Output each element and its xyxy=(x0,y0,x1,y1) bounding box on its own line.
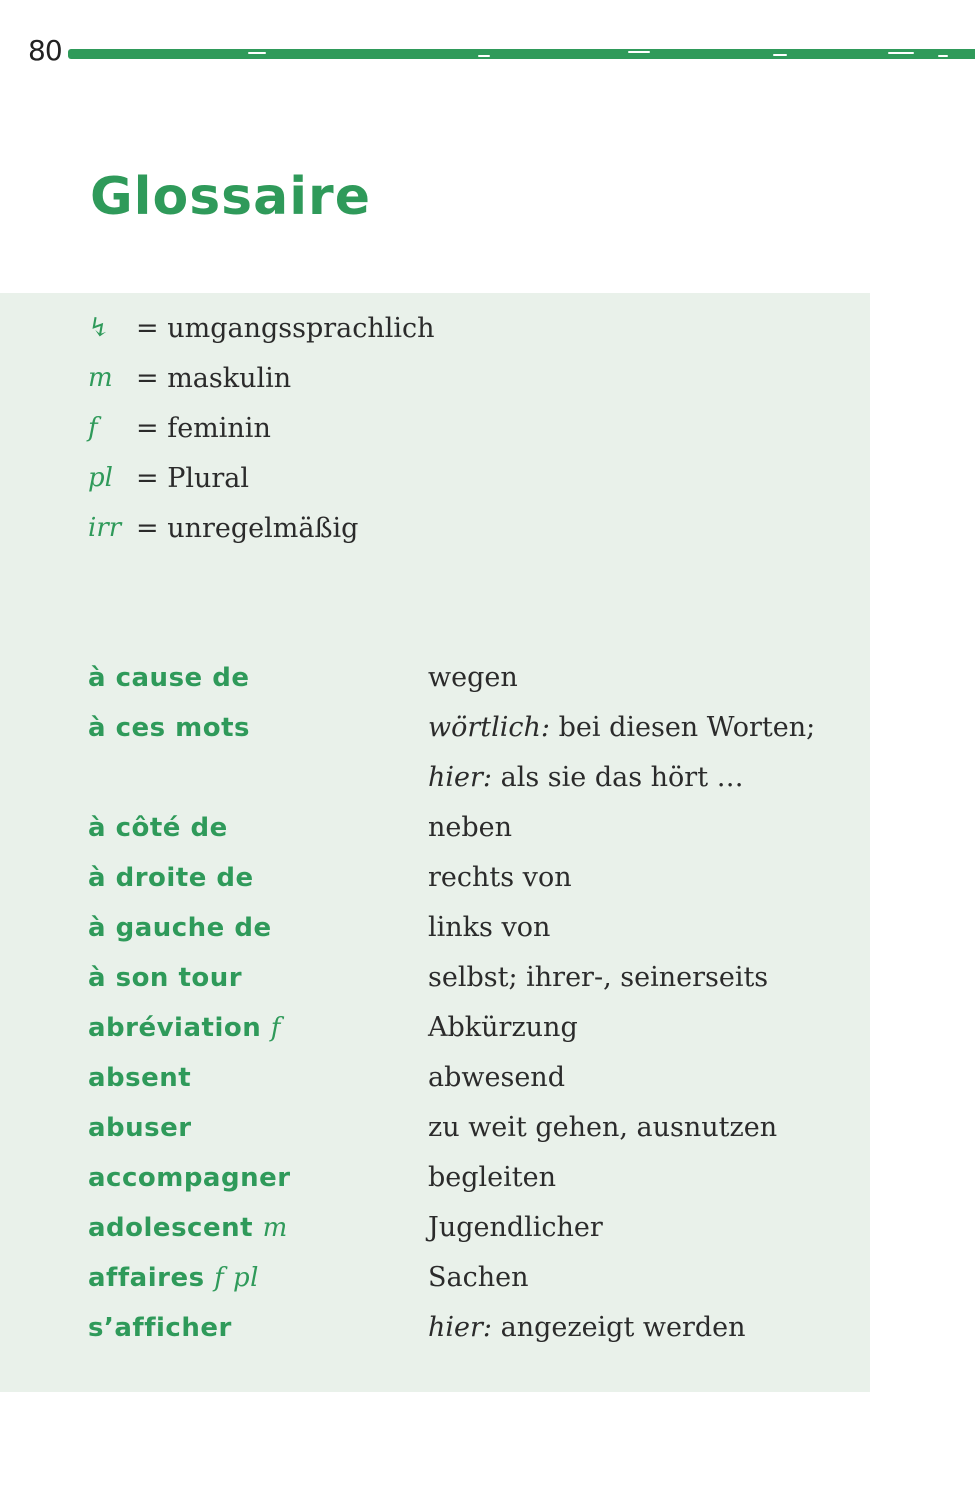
page-title: Glossaire xyxy=(90,167,371,227)
glossary-entry xyxy=(88,703,848,803)
glossary-translation xyxy=(428,1003,848,1053)
term-word: affaires xyxy=(88,1263,205,1293)
glossary-entry xyxy=(88,653,848,703)
glossary-term xyxy=(88,1103,428,1153)
glossary-translation xyxy=(428,803,848,853)
legend-meaning: = feminin xyxy=(136,412,271,444)
glossary-list xyxy=(88,653,848,1353)
translation-line xyxy=(428,653,848,703)
legend-row xyxy=(88,503,435,553)
translation-text: wegen xyxy=(428,662,518,693)
translation-text: zu weit gehen, ausnutzen xyxy=(428,1112,778,1143)
legend-abbreviation: f xyxy=(88,413,98,443)
glossary-entry xyxy=(88,1303,848,1353)
translation-line xyxy=(428,1103,848,1153)
translation-line xyxy=(428,1003,848,1053)
glossary-term xyxy=(88,1003,428,1053)
term-word: à cause de xyxy=(88,663,250,693)
translation-line xyxy=(428,1053,848,1103)
glossary-term xyxy=(88,1203,428,1253)
term-word: à droite de xyxy=(88,863,254,893)
glossary-translation xyxy=(428,903,848,953)
legend-meaning: = umgangssprachlich xyxy=(136,312,435,344)
translation-line xyxy=(428,1253,848,1303)
legend-abbreviation: irr xyxy=(88,513,122,543)
glossary-term xyxy=(88,653,428,703)
glossary-translation xyxy=(428,1153,848,1203)
glossary-translation xyxy=(428,1203,848,1253)
term-gender: m xyxy=(262,1213,288,1243)
translation-text: Abkürzung xyxy=(428,1012,578,1043)
legend-abbreviation: pl xyxy=(88,463,113,493)
term-word: accompagner xyxy=(88,1163,291,1193)
translation-text: als sie das hört … xyxy=(492,762,744,793)
translation-line xyxy=(428,903,848,953)
glossary-term xyxy=(88,853,428,903)
glossary-entry xyxy=(88,1053,848,1103)
translation-line xyxy=(428,753,848,803)
glossary-term xyxy=(88,1153,428,1203)
legend-meaning: = Plural xyxy=(136,462,250,494)
translation-line xyxy=(428,703,848,753)
translation-text: abwesend xyxy=(428,1062,565,1093)
glossary-term xyxy=(88,1053,428,1103)
glossary-term xyxy=(88,903,428,953)
legend-row xyxy=(88,353,435,403)
term-word: adolescent xyxy=(88,1213,254,1243)
legend-row xyxy=(88,303,435,353)
glossary-term xyxy=(88,1303,428,1353)
glossary-translation xyxy=(428,1053,848,1103)
translation-text: begleiten xyxy=(428,1162,557,1193)
glossary-entry xyxy=(88,1203,848,1253)
translation-line xyxy=(428,803,848,853)
glossary-translation xyxy=(428,703,848,803)
term-gender: f pl xyxy=(214,1263,259,1293)
term-word: à gauche de xyxy=(88,913,272,943)
translation-line xyxy=(428,953,848,1003)
term-word: à son tour xyxy=(88,963,243,993)
glossary-entry xyxy=(88,1153,848,1203)
glossary-translation xyxy=(428,1103,848,1153)
translation-text: Jugendlicher xyxy=(428,1212,603,1243)
term-word: à ces mots xyxy=(88,713,251,743)
translation-prefix: wörtlich: xyxy=(428,712,551,743)
term-gender: f xyxy=(270,1013,281,1043)
translation-text: links von xyxy=(428,912,551,943)
legend-row xyxy=(88,453,435,503)
translation-text: selbst; ihrer-, seinerseits xyxy=(428,962,769,993)
translation-line xyxy=(428,1303,848,1353)
abbreviation-legend xyxy=(88,303,435,553)
glossary-entry xyxy=(88,803,848,853)
legend-meaning: = unregelmäßig xyxy=(136,512,359,544)
glossary-entry xyxy=(88,1003,848,1053)
translation-text: angezeigt werden xyxy=(492,1312,746,1343)
term-word: à côté de xyxy=(88,813,228,843)
translation-text: neben xyxy=(428,812,513,843)
translation-text: rechts von xyxy=(428,862,572,893)
term-word: absent xyxy=(88,1063,192,1093)
glossary-translation xyxy=(428,1303,848,1353)
glossary-translation xyxy=(428,653,848,703)
term-word: abuser xyxy=(88,1113,192,1143)
translation-text: Sachen xyxy=(428,1262,529,1293)
glossary-term xyxy=(88,703,428,803)
glossary-entry xyxy=(88,1103,848,1153)
glossary-entry xyxy=(88,1253,848,1303)
page-number: 80 xyxy=(28,34,62,67)
glossary-translation xyxy=(428,953,848,1003)
glossary-term xyxy=(88,803,428,853)
term-word: abréviation xyxy=(88,1013,262,1043)
translation-line xyxy=(428,1153,848,1203)
glossary-translation xyxy=(428,853,848,903)
lightning-icon: ↯ xyxy=(88,313,110,343)
glossary-term xyxy=(88,953,428,1003)
translation-text: bei diesen Worten; xyxy=(550,712,816,743)
legend-meaning: = maskulin xyxy=(136,362,292,394)
translation-prefix: hier: xyxy=(428,1312,493,1343)
glossary-entry xyxy=(88,903,848,953)
glossary-entry xyxy=(88,853,848,903)
legend-abbreviation: m xyxy=(88,363,113,393)
header-bar xyxy=(68,49,975,59)
glossary-translation xyxy=(428,1253,848,1303)
translation-line xyxy=(428,1203,848,1253)
legend-row xyxy=(88,403,435,453)
translation-prefix: hier: xyxy=(428,762,493,793)
term-word: s’afficher xyxy=(88,1313,232,1343)
translation-line xyxy=(428,853,848,903)
glossary-term xyxy=(88,1253,428,1303)
glossary-entry xyxy=(88,953,848,1003)
